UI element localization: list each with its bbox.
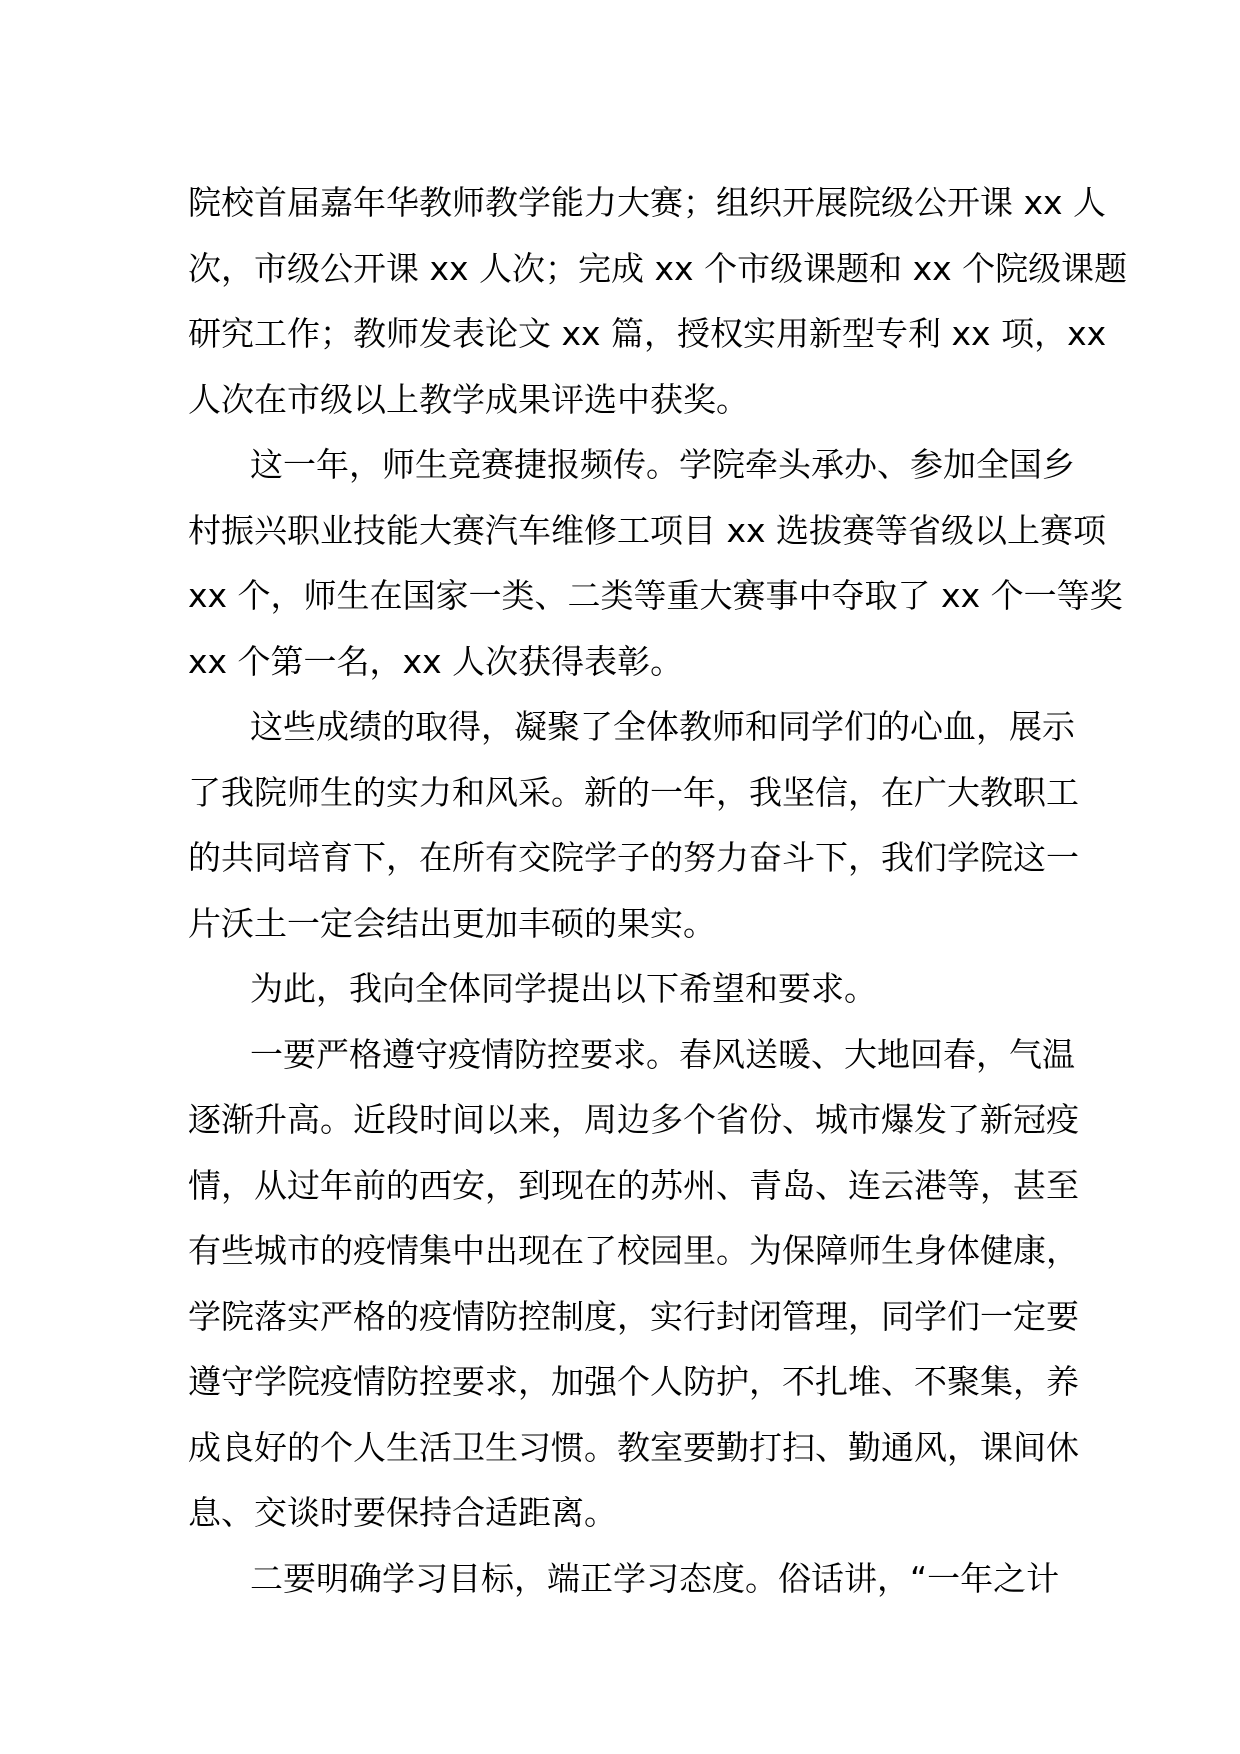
text-line: xx 个，师生在国家一类、二类等重大赛事中夺取了 xx 个一等奖 — [188, 576, 1123, 615]
text-line: 情，从过年前的西安，到现在的苏州、青岛、连云港等，甚至 — [188, 1165, 1079, 1205]
text-line: 遵守学院疫情防控要求，加强个人防护，不扎堆、不聚集，养 — [188, 1362, 1079, 1401]
text-line: 息、交谈时要保持合适距离。 — [188, 1493, 617, 1532]
text-line: 了我院师生的实力和风采。新的一年，我坚信，在广大教职工 — [188, 772, 1079, 812]
text-line: 学院落实严格的疫情防控制度，实行封闭管理，同学们一定要 — [188, 1296, 1079, 1336]
text-line: 片沃土一定会结出更加丰硕的果实。 — [188, 903, 716, 943]
text-line: 院校首届嘉年华教师教学能力大赛；组织开展院级公开课 xx 人 — [188, 183, 1107, 222]
text-line: 的共同培育下，在所有交院学子的努力奋斗下，我们学院这一 — [188, 838, 1079, 877]
text-line: 研究工作；教师发表论文 xx 篇，授权实用新型专利 xx 项，xx — [188, 314, 1107, 353]
paragraph — [188, 170, 1128, 432]
text-line: 一要严格遵守疫情防控要求。春风送暖、大地回春，气温 — [250, 1034, 1075, 1074]
text-line: 村振兴职业技能大赛汽车维修工项目 xx 选拔赛等省级以上赛项 — [188, 510, 1107, 550]
text-line: xx 个第一名，xx 人次获得表彰。 — [188, 641, 684, 681]
text-line: 成良好的个人生活卫生习惯。教室要勤打扫、勤通风，课间休 — [188, 1427, 1079, 1467]
text-line: 二要明确学习目标，端正学习态度。俗话讲，“一年之计 — [250, 1558, 1060, 1598]
paragraph — [188, 1022, 1079, 1546]
paragraph — [188, 432, 1123, 694]
text-line: 这一年，师生竞赛捷报频传。学院牵头承办、参加全国乡 — [250, 445, 1075, 484]
paragraph — [188, 956, 1058, 1022]
paragraph — [188, 694, 1079, 956]
text-line: 为此，我向全体同学提出以下希望和要求。 — [250, 969, 877, 1008]
paragraph — [188, 1546, 1058, 1612]
text-line: 人次在市级以上教学成果评选中获奖。 — [188, 379, 749, 419]
text-line: 有些城市的疫情集中出现在了校园里。为保障师生身体健康， — [188, 1231, 1079, 1270]
text-line: 这些成绩的取得，凝聚了全体教师和同学们的心血，展示 — [250, 707, 1075, 746]
text-line: 逐渐升高。近段时间以来，周边多个省份、城市爆发了新冠疫 — [188, 1100, 1079, 1139]
text-line: 次，市级公开课 xx 人次；完成 xx 个市级课题和 xx 个院级课题 — [188, 248, 1128, 288]
document-body — [188, 170, 1128, 1611]
